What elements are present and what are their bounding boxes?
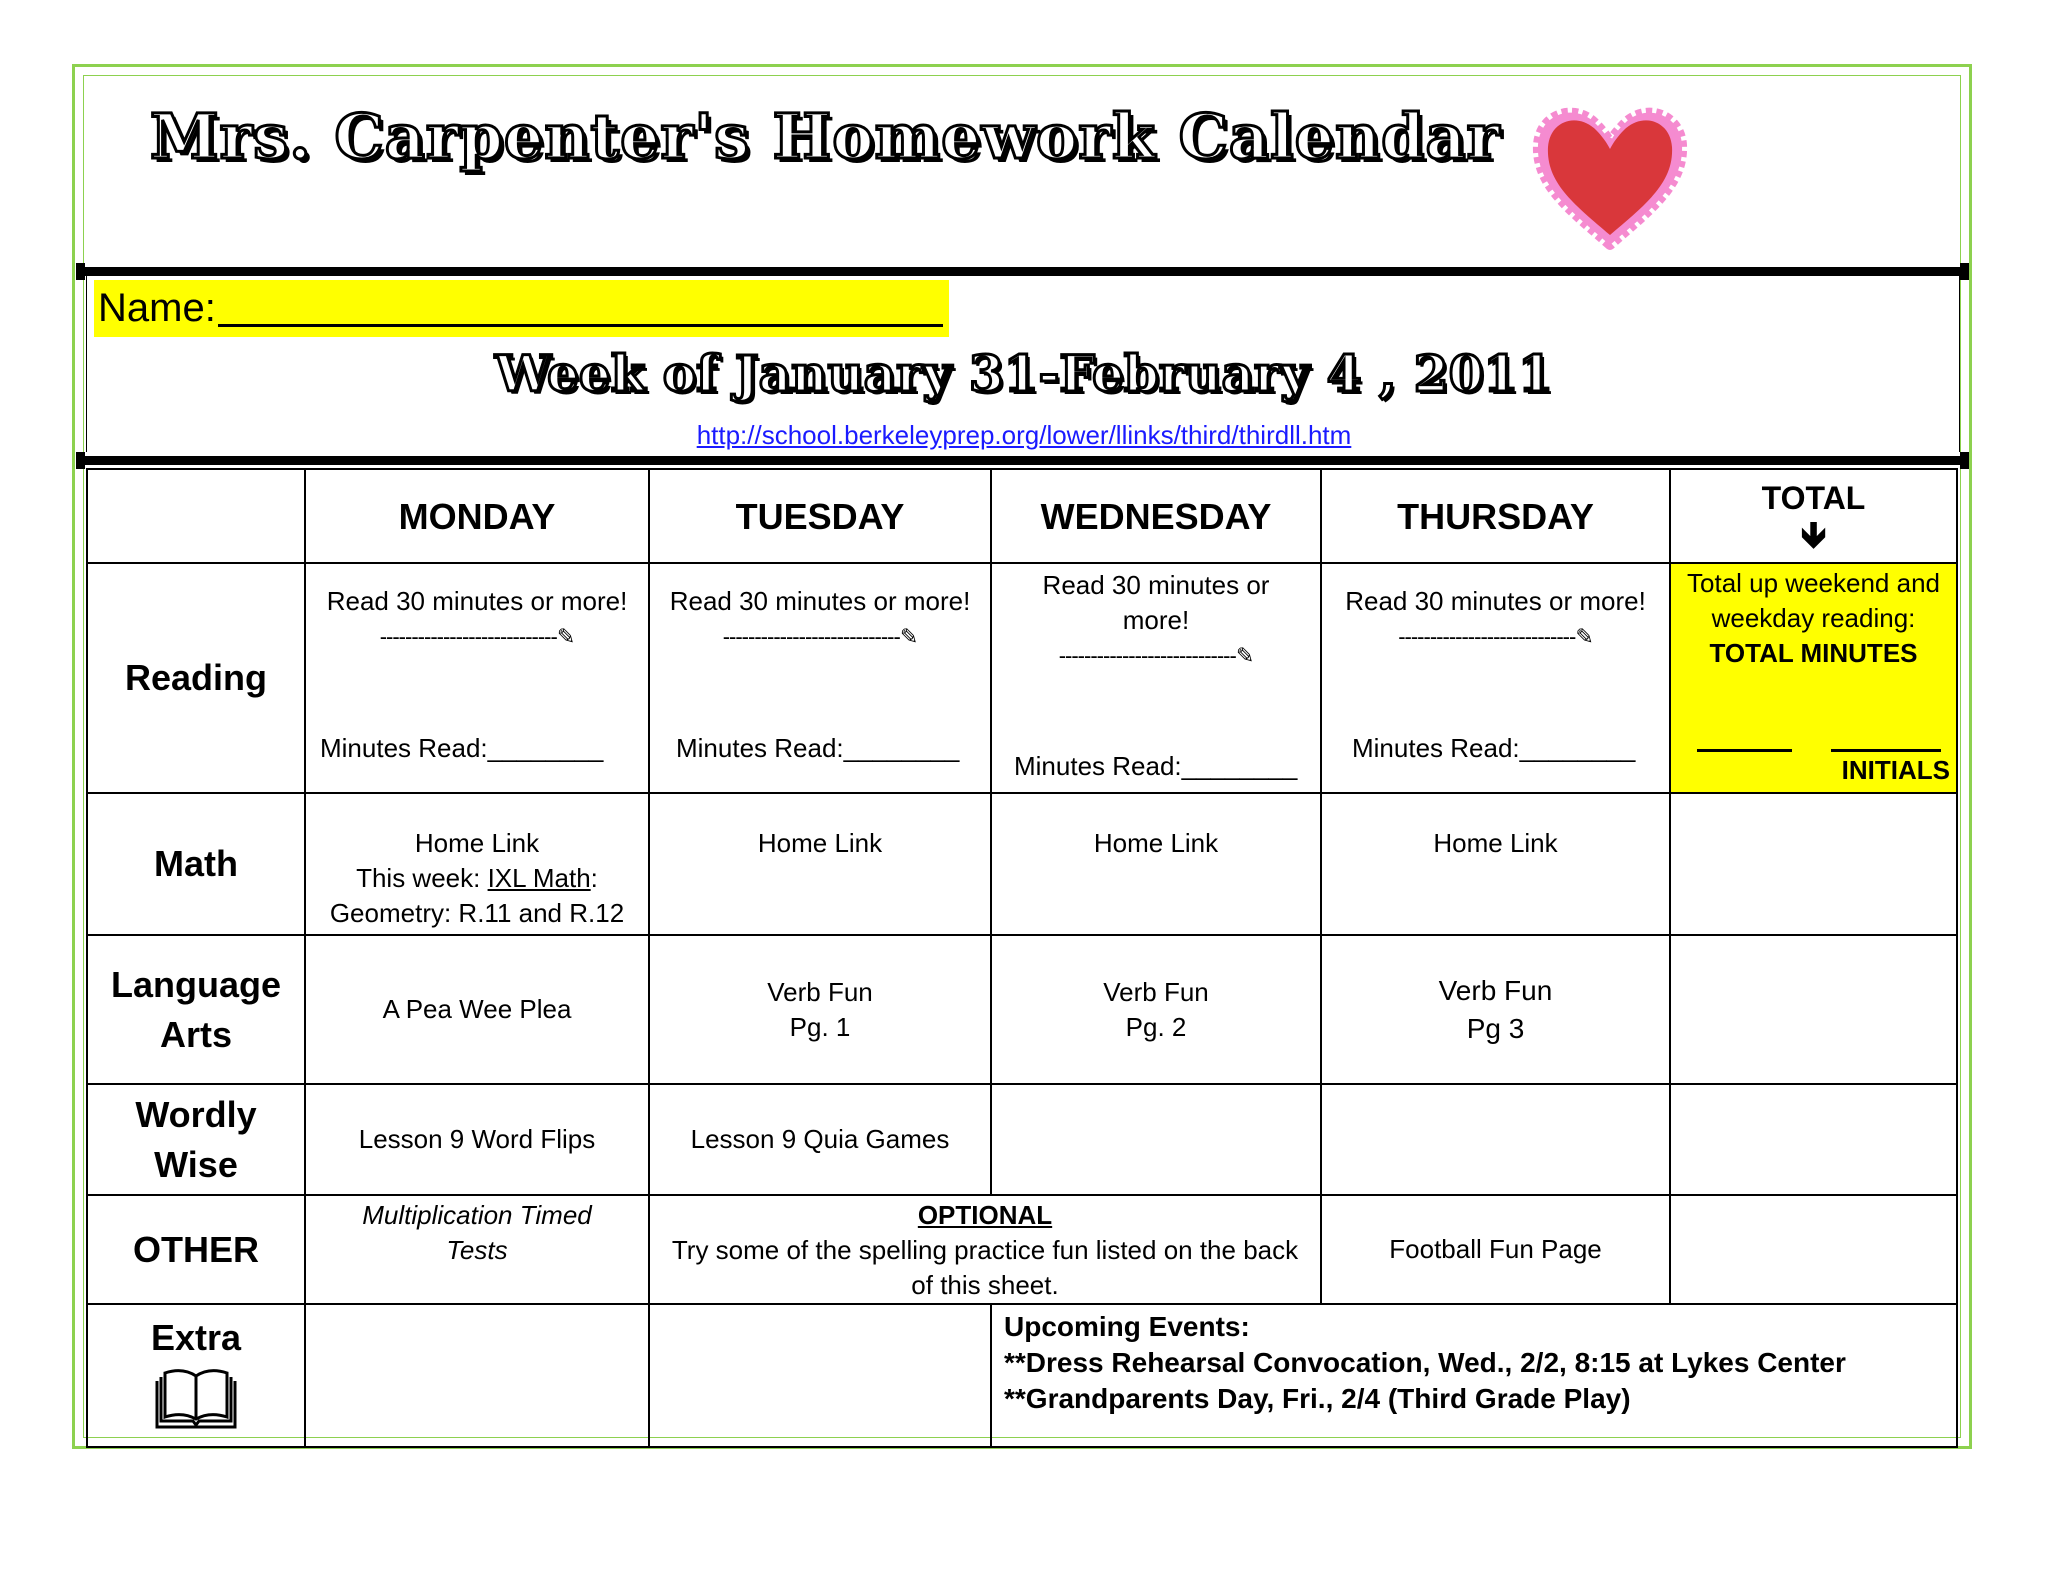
language-thursday	[1321, 935, 1670, 1084]
reading-tuesday	[649, 563, 991, 793]
math-total	[1670, 793, 1957, 935]
math-geometry: Geometry: R.11 and R.12	[329, 898, 625, 928]
language-tuesday	[649, 935, 991, 1084]
row-label-extra	[87, 1304, 305, 1447]
total-minutes-label: TOTAL MINUTES	[1709, 638, 1918, 668]
ixl-math-link[interactable]: IXL Math	[487, 863, 591, 893]
reading-task: Read 30 minutes or more!	[326, 586, 628, 616]
pencil-icon: ----------------------------✎	[722, 624, 918, 649]
wordly-total	[1670, 1084, 1957, 1195]
pencil-icon: ----------------------------✎	[1398, 624, 1593, 649]
initials-line[interactable]	[1831, 749, 1941, 752]
events-title: Upcoming Events:	[1004, 1311, 1250, 1342]
day-thursday: THURSDAY	[1321, 469, 1670, 563]
day-header-row	[87, 469, 1957, 563]
label-arts: Arts	[159, 1013, 233, 1055]
total-minutes-line[interactable]	[1697, 749, 1792, 752]
heart-icon	[1530, 95, 1690, 250]
optional-text: Try some of the spelling practice fun listed on the back of this sheet.	[671, 1235, 1299, 1300]
divider-top	[76, 267, 1969, 276]
book-icon	[155, 1369, 237, 1431]
minutes-read-field[interactable]: Minutes Read:________	[676, 733, 960, 763]
class-link[interactable]: http://school.berkeleyprep.org/lower/llinks/third/thirdll.htm	[696, 420, 1352, 450]
initials-label: INITIALS	[1841, 755, 1950, 785]
label-wise: Wise	[154, 1143, 238, 1185]
language-total	[1670, 935, 1957, 1084]
verb-fun-page: Pg. 2	[1125, 1011, 1187, 1042]
other-monday	[305, 1195, 649, 1304]
language-monday: A Pea Wee Plea	[305, 935, 649, 1084]
reading-wednesday	[991, 563, 1321, 793]
reading-task: Read 30 minutes or more!	[669, 586, 971, 616]
other-optional	[649, 1195, 1321, 1304]
language-wednesday	[991, 935, 1321, 1084]
verb-fun: Verb Fun	[1438, 974, 1553, 1006]
reading-row	[87, 563, 1957, 793]
verb-fun-page: Pg. 1	[789, 1011, 851, 1042]
event-item: **Dress Rehearsal Convocation, Wed., 2/2, 8:15 at Lykes Center	[1004, 1347, 1846, 1378]
math-monday	[305, 793, 649, 935]
wordly-wise-row	[87, 1084, 1957, 1195]
corner-cell	[87, 469, 305, 563]
math-this-week: This week:	[356, 863, 488, 893]
extra-monday	[305, 1304, 649, 1447]
minutes-read-field[interactable]: Minutes Read:________	[1014, 751, 1298, 781]
verb-fun-page: Pg 3	[1466, 1012, 1525, 1044]
optional-label: OPTIONAL	[917, 1200, 1053, 1230]
math-thursday: Home Link	[1321, 793, 1670, 935]
math-tuesday: Home Link	[649, 793, 991, 935]
divider-bottom	[76, 456, 1969, 465]
extra-row	[87, 1304, 1957, 1447]
day-wednesday: WEDNESDAY	[991, 469, 1321, 563]
total-minutes-cell[interactable]	[1670, 563, 1957, 793]
reading-thursday	[1321, 563, 1670, 793]
week-title: Week of January 31-February 4 , 2011	[495, 344, 1553, 403]
calendar-title: Mrs. Carpenter's Homework Calendar	[150, 100, 1501, 173]
wordly-thursday	[1321, 1084, 1670, 1195]
total-instructions: Total up weekend and weekday reading:	[1687, 568, 1940, 633]
homework-table	[86, 468, 1958, 1448]
math-row	[87, 793, 1957, 935]
row-label-language-arts	[87, 935, 305, 1084]
minutes-read-field[interactable]: Minutes Read:________	[1352, 733, 1636, 763]
pencil-icon: ----------------------------✎	[379, 624, 575, 649]
label-wordly: Wordly	[135, 1093, 257, 1135]
row-label-other: OTHER	[87, 1195, 305, 1304]
other-total	[1670, 1195, 1957, 1304]
arrow-down-icon: 🡻	[1800, 514, 1827, 555]
wordly-tuesday: Lesson 9 Quia Games	[649, 1084, 991, 1195]
name-line[interactable]	[218, 280, 943, 327]
multiplication-tests: Multiplication Timed	[362, 1200, 592, 1230]
day-monday: MONDAY	[305, 469, 649, 563]
reading-monday	[305, 563, 649, 793]
row-label-math: Math	[87, 793, 305, 935]
math-colon: :	[590, 863, 598, 893]
language-arts-row	[87, 935, 1957, 1084]
pencil-icon: ----------------------------✎	[1058, 643, 1254, 668]
label-language: Language	[110, 963, 281, 1005]
extra-tuesday	[649, 1304, 991, 1447]
name-label: Name:	[98, 286, 216, 330]
verb-fun: Verb Fun	[1103, 976, 1209, 1007]
upcoming-events	[991, 1304, 1957, 1447]
total-label: TOTAL	[1761, 480, 1866, 516]
reading-task: Read 30 minutes or more!	[1042, 570, 1270, 635]
math-home-link: Home Link	[414, 828, 540, 858]
name-field[interactable]	[94, 280, 949, 337]
row-label-wordly-wise	[87, 1084, 305, 1195]
minutes-read-field[interactable]: Minutes Read:________	[320, 733, 604, 763]
other-thursday: Football Fun Page	[1321, 1195, 1670, 1304]
verb-fun: Verb Fun	[767, 976, 873, 1007]
wordly-wednesday	[991, 1084, 1321, 1195]
wordly-monday: Lesson 9 Word Flips	[305, 1084, 649, 1195]
total-header	[1670, 469, 1957, 563]
event-item: **Grandparents Day, Fri., 2/4 (Third Grade Play)	[1004, 1383, 1631, 1414]
multiplication-tests-2: Tests	[446, 1235, 508, 1265]
row-label-reading: Reading	[87, 563, 305, 793]
reading-task: Read 30 minutes or more!	[1345, 586, 1646, 616]
day-tuesday: TUESDAY	[649, 469, 991, 563]
extra-label: Extra	[150, 1317, 242, 1358]
other-row	[87, 1195, 1957, 1304]
math-wednesday: Home Link	[991, 793, 1321, 935]
